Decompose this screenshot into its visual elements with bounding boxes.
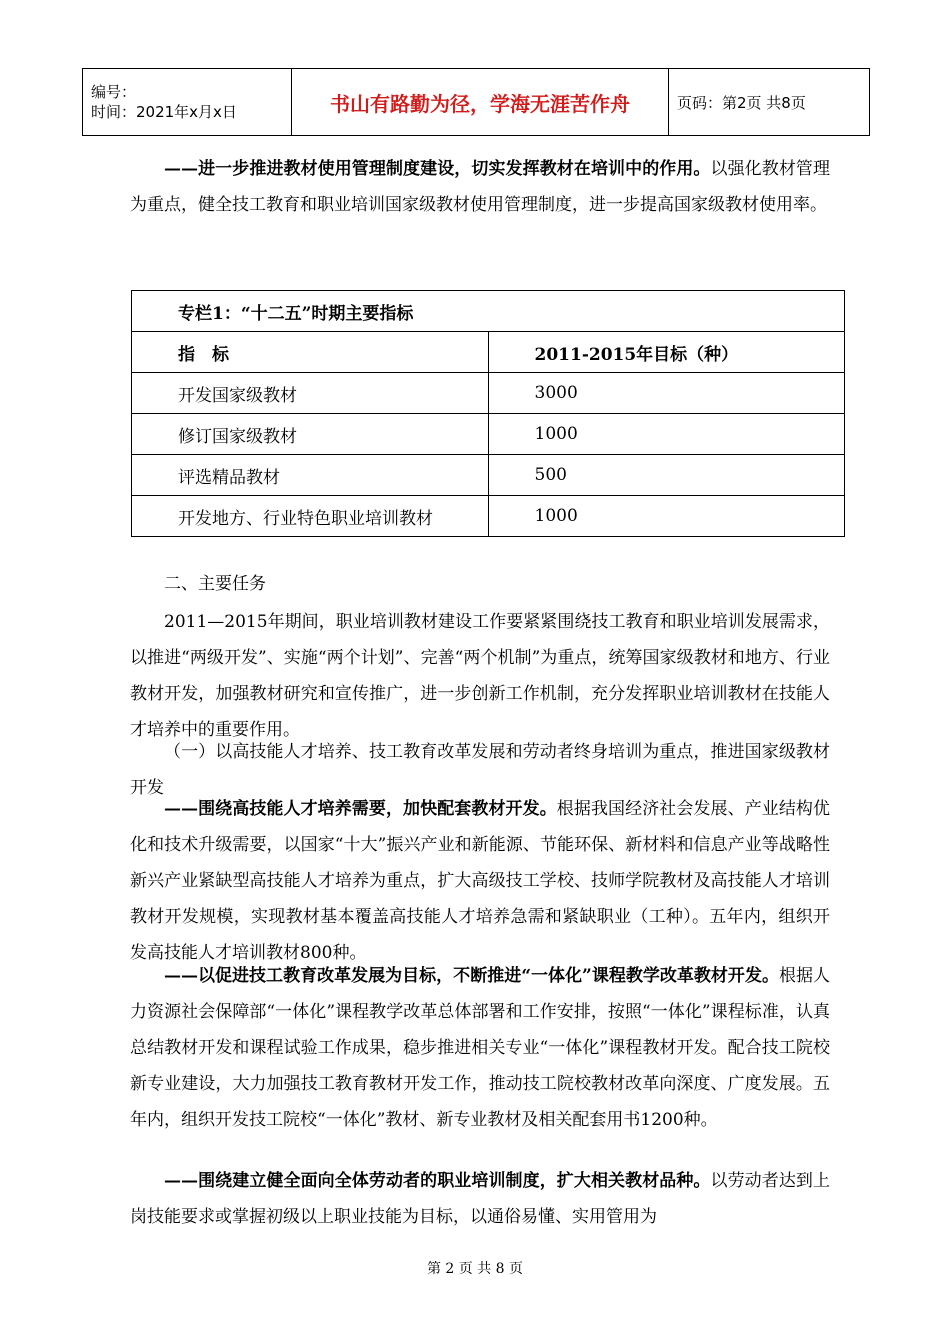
header-meta bbox=[83, 69, 292, 136]
section-heading: 二、主要任务 bbox=[164, 574, 266, 594]
page-footer: 第 2 页 共 8 页 bbox=[426, 1261, 524, 1277]
page-header bbox=[82, 68, 870, 136]
task-item-3-body: 以劳动者达到上岗技能要求或掌握初级以上职业技能为目标，以通俗易懂、实用管用为 bbox=[130, 1171, 831, 1227]
table-row bbox=[132, 414, 845, 455]
intro-rest: 以强化教材管理为重点，健全技工教育和职业培训国家级教材使用管理制度，进一步提高国家级教材使用率。 bbox=[130, 159, 831, 215]
row-indicator: 评选精品教材 bbox=[132, 455, 489, 496]
row-target: 1000 bbox=[488, 496, 845, 537]
task-item-2 bbox=[130, 958, 830, 1138]
table-row bbox=[132, 455, 845, 496]
subsection-heading: （一）以高技能人才培养、技工教育改革发展和劳动者终身培训为重点，推进国家级教材开发 bbox=[130, 742, 830, 798]
header-motto: 书山有路勤为径，学海无涯苦作舟 bbox=[292, 69, 669, 136]
task-item-1 bbox=[130, 791, 830, 971]
table-row bbox=[132, 496, 845, 537]
intro-lead: ——进一步推进教材使用管理制度建设，切实发挥教材在培训中的作用。 bbox=[164, 159, 711, 179]
intro-paragraph bbox=[130, 151, 830, 223]
row-target: 500 bbox=[488, 455, 845, 496]
indicators-table bbox=[131, 290, 845, 537]
task-item-1-lead: ——围绕高技能人才培养需要，加快配套教材开发。 bbox=[164, 799, 557, 819]
document-number-label: 编号： bbox=[91, 83, 137, 101]
task-item-1-body: 根据我国经济社会发展、产业结构优化和技术升级需要，以国家“十大”振兴产业和新能源、节能环保、新材料和信息产业等战略性新兴产业紧缺型高技能人才培养为重点，扩大高级技工学校、技师学院教材及高技能人才培训教材开发规模，实现教材基本覆盖高技能人才培养急需和紧缺职业（工种）。五年内，组织开发高技能人才培训教材800种。 bbox=[130, 799, 831, 963]
task-item-2-body: 根据人力资源社会保障部“一体化”课程教学改革总体部署和工作安排，按照“一体化”课程标准，认真总结教材开发和课程试验工作成果，稳步推进相关专业“一体化”课程教材开发。配合技工院校新专业建设，大力加强技工教育教材开发工作，推动技工院校教材改革向深度、广度发展。五年内，组织开发技工院校“一体化”教材、新专业教材及相关配套用书1200种。 bbox=[130, 966, 831, 1130]
table-title: 专栏1：“十二五”时期主要指标 bbox=[132, 291, 845, 332]
table-header-target: 2011-2015年目标（种） bbox=[488, 332, 845, 373]
row-indicator: 修订国家级教材 bbox=[132, 414, 489, 455]
header-page-label: 页码：第2页 共8页 bbox=[669, 69, 870, 136]
row-target: 3000 bbox=[488, 373, 845, 414]
row-indicator: 开发地方、行业特色职业培训教材 bbox=[132, 496, 489, 537]
task-item-3-lead: ——围绕建立健全面向全体劳动者的职业培训制度，扩大相关教材品种。 bbox=[164, 1171, 711, 1191]
row-target: 1000 bbox=[488, 414, 845, 455]
table-row bbox=[132, 373, 845, 414]
task-item-2-lead: ——以促进技工教育改革发展为目标，不断推进“一体化”课程教学改革教材开发。 bbox=[164, 966, 779, 986]
table-header-indicator: 指 标 bbox=[132, 332, 489, 373]
section-summary: 2011—2015年期间，职业培训教材建设工作要紧紧围绕技工教育和职业培训发展需求，以推进“两级开发”、实施“两个计划”、完善“两个机制”为重点，统筹国家级教材和地方、行业教材开发，加强教材研究和宣传推广，进一步创新工作机制，充分发挥职业培训教材在技能人才培养中的重要作用。 bbox=[130, 612, 830, 740]
document-date-label: 时间：2021年x月x日 bbox=[91, 103, 237, 121]
task-item-3 bbox=[130, 1163, 830, 1235]
row-indicator: 开发国家级教材 bbox=[132, 373, 489, 414]
